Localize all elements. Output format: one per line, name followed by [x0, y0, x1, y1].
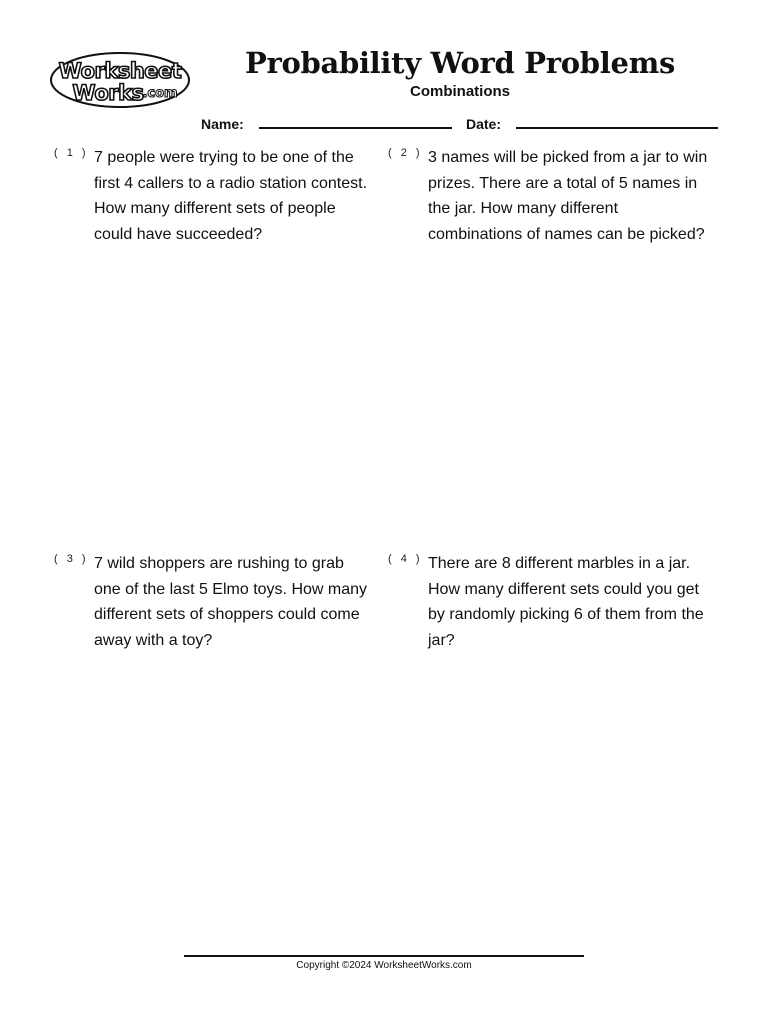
- page-title: Probability Word Problems: [244, 46, 676, 80]
- logo-text-suffix: .com: [142, 86, 178, 101]
- problem-text: There are 8 different marbles in a jar. How many different sets could you get by randomly picking 6 of them from the jar?: [428, 555, 704, 649]
- problem-text: 3 names will be picked from a jar to win prizes. There are a total of 5 names in the jar. How many different combinations of names can be picked?: [428, 149, 708, 243]
- worksheetworks-logo: [48, 50, 192, 110]
- logo-text-line1: Worksheet: [58, 59, 182, 83]
- problem-number: ( 2 ): [388, 147, 423, 159]
- problem-number: ( 4 ): [388, 553, 423, 565]
- date-line: [516, 127, 718, 129]
- date-label: Date:: [466, 116, 502, 132]
- problem-text: 7 people were trying to be one of the first 4 callers to a radio station contest. How many different sets of people could have succeeded?: [94, 149, 368, 243]
- copyright-text: Copyright ©2024 WorksheetWorks.com: [296, 960, 472, 971]
- problem-number: ( 3 ): [54, 553, 89, 565]
- problem-text: 7 wild shoppers are rushing to grab one of the last 5 Elmo toys. How many different sets of shoppers could come away with a toy?: [94, 555, 368, 649]
- page-subtitle: Combinations: [410, 83, 510, 100]
- name-label: Name:: [201, 116, 244, 132]
- problem-number: ( 1 ): [54, 147, 89, 159]
- name-line: [259, 127, 452, 129]
- logo-text-line2: Works: [72, 81, 144, 105]
- footer-divider: [184, 955, 584, 957]
